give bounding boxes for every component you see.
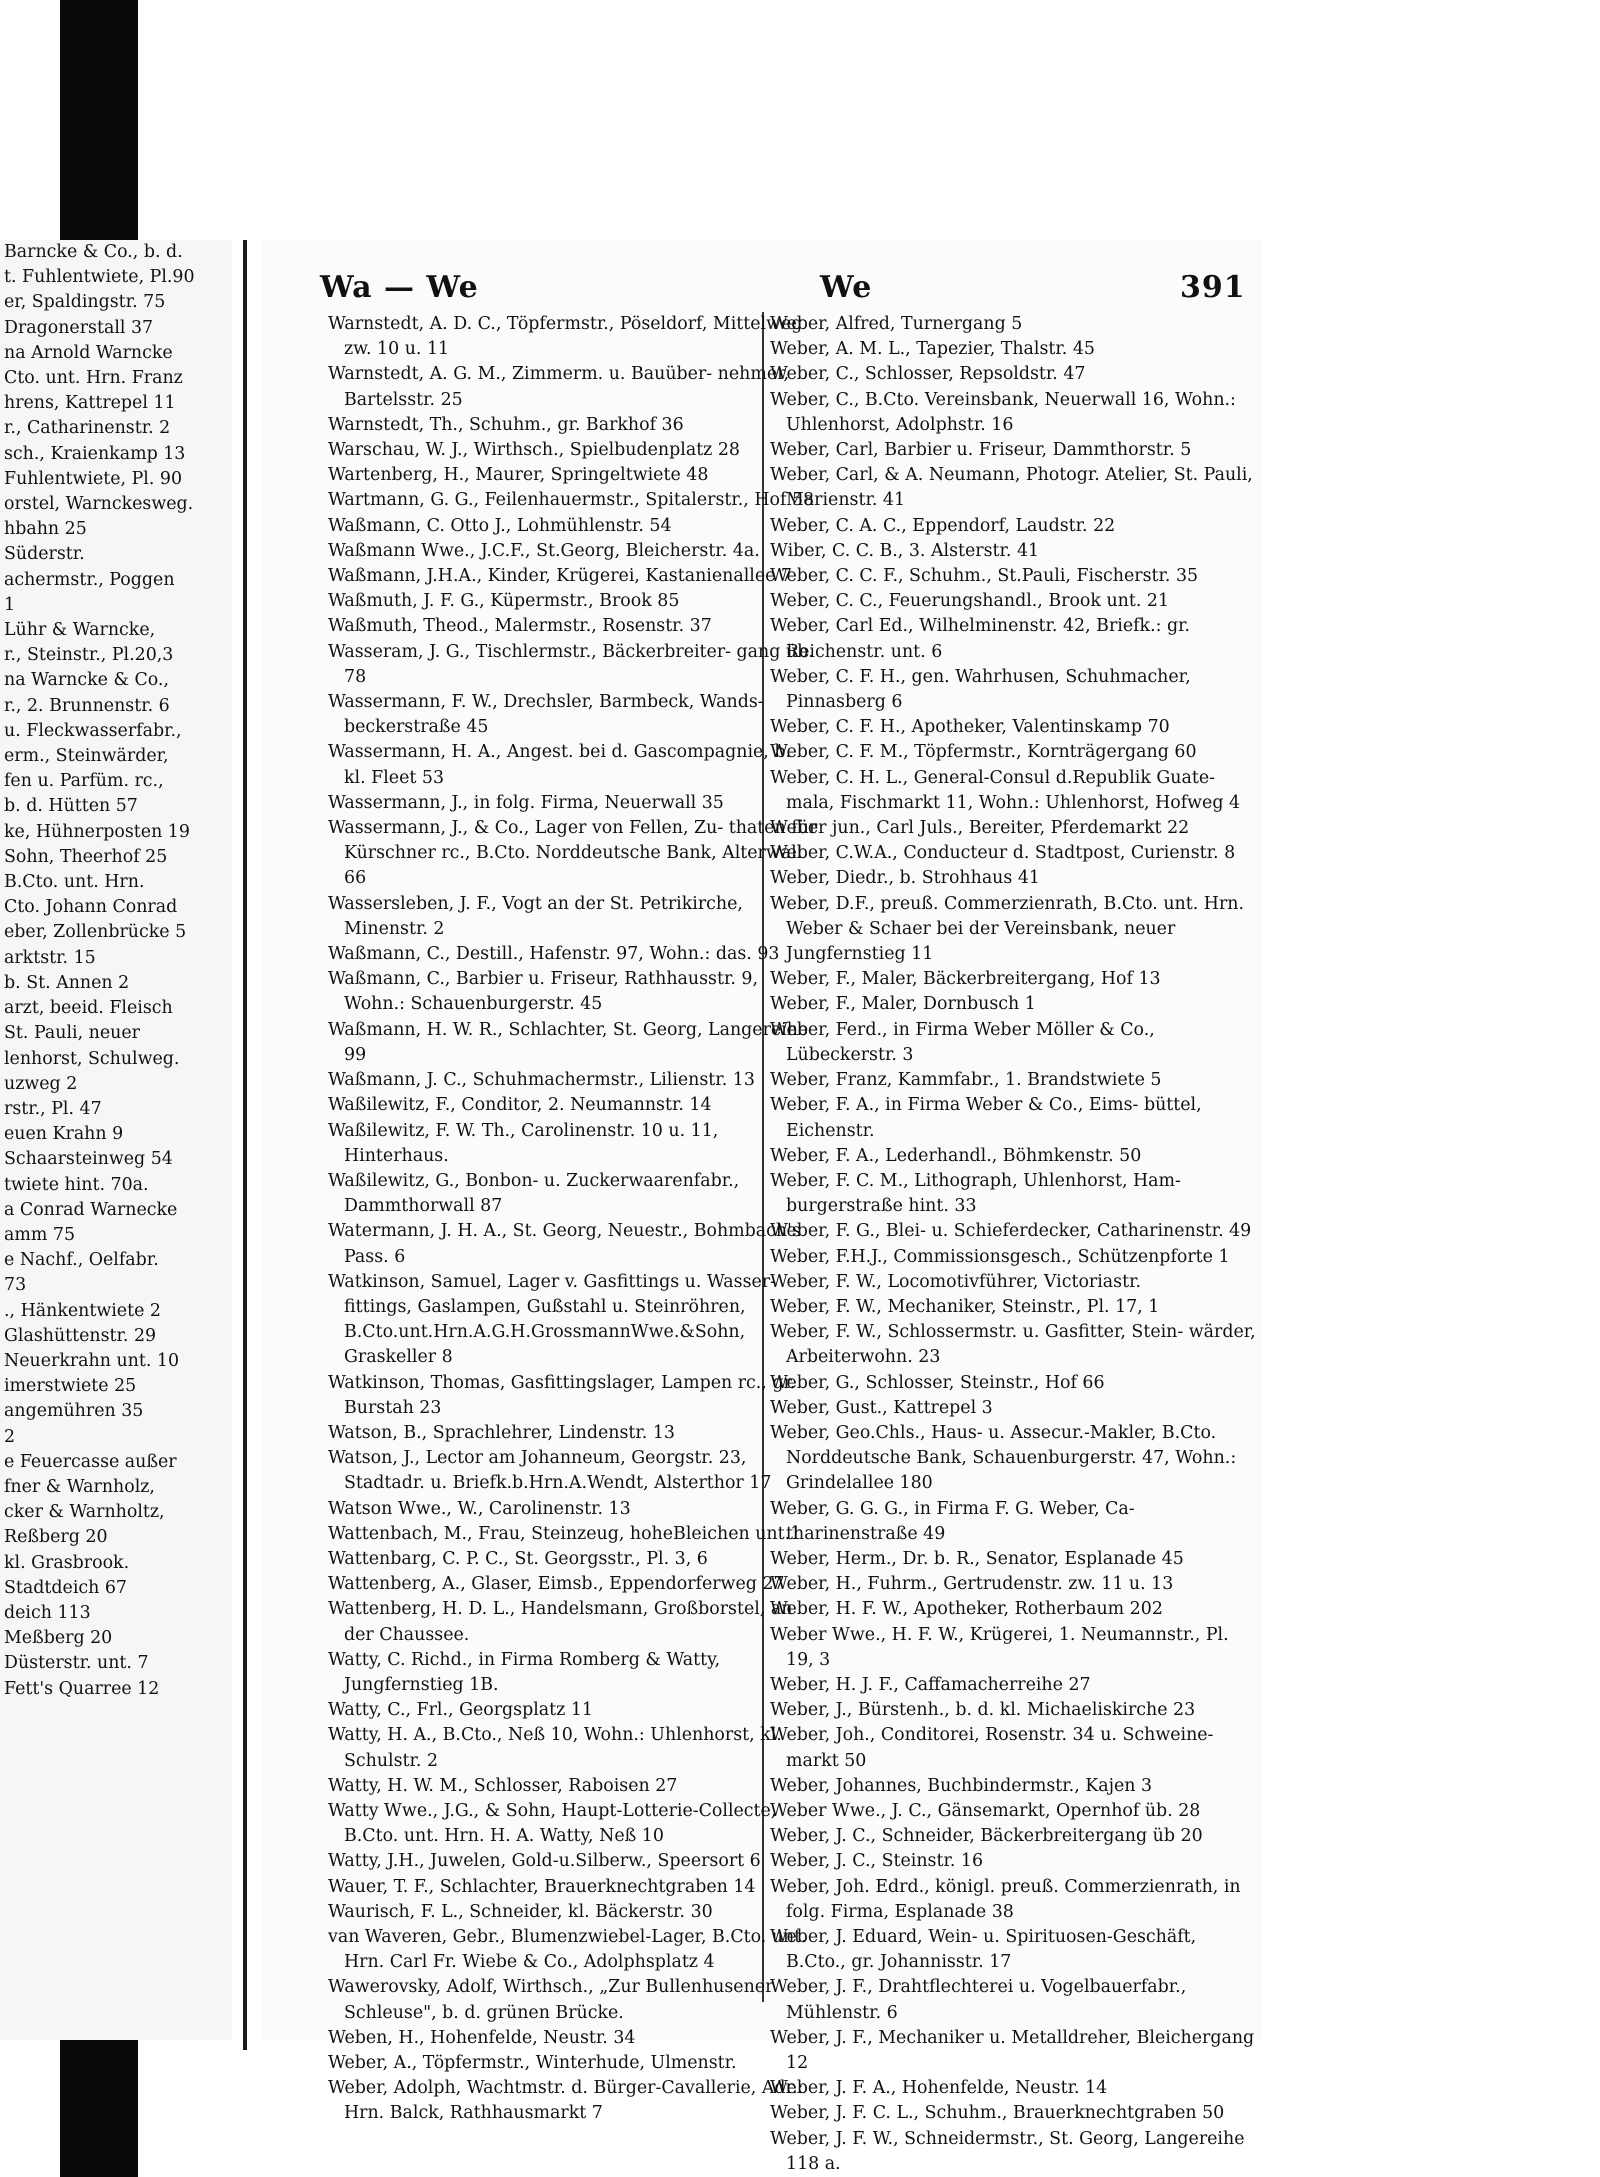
directory-entry: Weber, J. F. A., Hohenfelde, Neustr. 14 [770,2078,1108,2099]
directory-entry: Watty, C. Richd., in Firma Romberg & Watty, Jungfernstieg 1B. [328,1649,721,1695]
fragment-line: Lühr & Warncke, [4,620,156,641]
directory-entry: Weber, G., Schlosser, Steinstr., Hof 66 [770,1372,1105,1393]
fragment-line: angemühren 35 [4,1401,144,1422]
fragment-line: Glashüttenstr. 29 [4,1325,157,1346]
directory-entry: Waßmuth, J. F. G., Küpermstr., Brook 85 [328,591,680,612]
fragment-line: arzt, beeid. Fleisch [4,998,173,1019]
fragment-line: na Warncke & Co., [4,670,169,691]
directory-entry: Watson, J., Lector am Johanneum, Georgstr. 23, Stadtadr. u. Briefk.b.Hrn.A.Wendt, Alsterthor 17 [328,1448,772,1494]
directory-entry: Waßmann, J. C., Schuhmachermstr., Lilienstr. 13 [328,1070,755,1091]
directory-entry: Waßmann, C., Barbier u. Friseur, Rathhausstr. 9, Wohn.: Schauenburgerstr. 45 [328,969,758,1015]
fragment-line: e Nachf., Oelfabr. [4,1250,159,1271]
fragment-line: deich 113 [4,1602,91,1623]
directory-entry: Weber, J., Bürstenh., b. d. kl. Michaeliskirche 23 [770,1700,1196,1721]
directory-entry: Weber, F. W., Schlossermstr. u. Gasfitter, Stein- wärder, Arbeiterwohn. 23 [770,1322,1256,1368]
directory-entry: Weben, H., Hohenfelde, Neustr. 34 [328,2027,636,2048]
fragment-line: Süderstr. [4,544,85,565]
directory-entry: Watkinson, Samuel, Lager v. Gasfittings u. Wasser- fittings, Gaslampen, Gußstahl u. Steinröhren, B.Cto.unt.Hrn.A.G.H.GrossmannWwe.&Sohn, Graskeller 8 [328,1271,776,1368]
directory-entry: Weber, Carl, & A. Neumann, Photogr. Atelier, St. Pauli, Marienstr. 41 [770,465,1253,511]
directory-entry: Wattenberg, H. D. L., Handelsmann, Großborstel, an der Chaussee. [328,1599,793,1645]
directory-entry: Weber, Johannes, Buchbindermstr., Kajen 3 [770,1775,1153,1796]
directory-entry: Weber, A. M. L., Tapezier, Thalstr. 45 [770,339,1095,360]
directory-entry: Weber jun., Carl Juls., Bereiter, Pferdemarkt 22 [770,818,1190,839]
directory-entry: Weber, F. G., Blei- u. Schieferdecker, Catharinenstr. 49 [770,1221,1252,1242]
fragment-line: euen Krahn 9 [4,1124,124,1145]
fragment-line: r., 2. Brunnenstr. 6 [4,695,170,716]
directory-entry: Watkinson, Thomas, Gasfittingslager, Lampen rc., gr. Burstah 23 [328,1372,796,1418]
directory-entry: Weber, F. A., Lederhandl., Böhmkenstr. 50 [770,1145,1142,1166]
directory-entry: Wartmann, G. G., Feilenhauermstr., Spitalerstr., Hof 58 [328,490,815,511]
directory-entry: Waßmann, C. Otto J., Lohmühlenstr. 54 [328,515,672,536]
directory-entry: van Waveren, Gebr., Blumenzwiebel-Lager, B.Cto. unt. Hrn. Carl Fr. Wiebe & Co., Adolphsplatz 4 [328,1927,807,1973]
directory-entry: Weber, J. C., Steinstr. 16 [770,1851,984,1872]
directory-entry: Weber, F.H.J., Commissionsgesch., Schützenpforte 1 [770,1246,1230,1267]
directory-page [262,240,1262,2174]
directory-entry: Waßmann, C., Destill., Hafenstr. 97, Wohn.: das. 93 [328,944,780,965]
directory-entry: Weber, C. H. L., General-Consul d.Republik Guate- mala, Fischmarkt 11, Wohn.: Uhlenhorst, Hofweg 4 [770,767,1241,813]
directory-entry: Watty, C., Frl., Georgsplatz 11 [328,1700,593,1721]
directory-entry: Weber, Geo.Chls., Haus- u. Assecur.-Makler, B.Cto. Norddeutsche Bank, Schauenburgerstr. 47, Wohn.: Grindelallee 180 [770,1422,1237,1494]
fragment-line: 73 [4,1275,27,1296]
fragment-line: Dragonerstall 37 [4,317,154,338]
directory-entry: Wattenberg, A., Glaser, Eimsb., Eppendorferweg 27 [328,1574,785,1595]
fragment-line: Cto. Johann Conrad [4,897,178,918]
directory-entry: Wartenberg, H., Maurer, Springeltwiete 48 [328,465,709,486]
entries-column-right [770,312,1260,2177]
directory-entry: Weber, J. F. W., Schneidermstr., St. Georg, Langereihe 118 a. [770,2128,1245,2174]
directory-entry: Weber, Joh., Conditorei, Rosenstr. 34 u. Schweine- markt 50 [770,1725,1214,1771]
directory-entry: Weber, J. F., Drahtflechterei u. Vogelbauerfabr., Mühlenstr. 6 [770,1977,1187,2023]
directory-entry: Weber, Ferd., in Firma Weber Möller & Co., Lübeckerstr. 3 [770,1019,1155,1065]
fragment-line: amm 75 [4,1224,76,1245]
fragment-line: Sohn, Theerhof 25 [4,846,168,867]
directory-entry: Watson, B., Sprachlehrer, Lindenstr. 13 [328,1422,675,1443]
fragment-line: Reßberg 20 [4,1527,108,1548]
directory-entry: Watty, H. A., B.Cto., Neß 10, Wohn.: Uhlenhorst, kl. Schulstr. 2 [328,1725,782,1771]
page-number: 391 [1180,270,1246,305]
running-head [320,270,1270,310]
directory-entry: Weber, F., Maler, Dornbusch 1 [770,994,1036,1015]
directory-entry: Weber, Gust., Kattrepel 3 [770,1397,993,1418]
entries-column-left [328,312,818,2127]
directory-entry: Warnstedt, A. G. M., Zimmerm. u. Bauüber- nehmer, Bartelsstr. 25 [328,364,790,410]
left-running-head: Wa — We [320,270,479,305]
fragment-line: na Arnold Warncke [4,342,173,363]
directory-entry: Waßilewitz, F., Conditor, 2. Neumannstr. 14 [328,1095,712,1116]
fragment-line: Cto. unt. Hrn. Franz [4,368,183,389]
fragment-line: orstel, Warnckesweg. [4,494,194,515]
directory-entry: Warschau, W. J., Wirthsch., Spielbudenplatz 28 [328,440,740,461]
directory-entry: Weber, J. C., Schneider, Bäckerbreitergang üb 20 [770,1826,1203,1847]
fragment-line: ., Hänkentwiete 2 [4,1300,161,1321]
fragment-line: Neuerkrahn unt. 10 [4,1350,180,1371]
directory-entry: Waßmuth, Theod., Malermstr., Rosenstr. 37 [328,616,712,637]
directory-entry: Wassersleben, J. F., Vogt an der St. Petrikirche, Minenstr. 2 [328,893,743,939]
directory-entry: Weber, J. Eduard, Wein- u. Spirituosen-Geschäft, B.Cto., gr. Johannisstr. 17 [770,1927,1197,1973]
fragment-line: Meßberg 20 [4,1628,113,1649]
fragment-line: eber, Zollenbrücke 5 [4,922,187,943]
directory-entry: Weber, F. C. M., Lithograph, Uhlenhorst, Ham- burgerstraße hint. 33 [770,1170,1181,1217]
directory-entry: Weber, F. A., in Firma Weber & Co., Eims- büttel, Eichenstr. [770,1095,1202,1141]
directory-entry: Weber, Diedr., b. Strohhaus 41 [770,868,1040,889]
directory-entry: Weber, Carl Ed., Wilhelminenstr. 42, Briefk.: gr. Reichenstr. unt. 6 [770,616,1191,662]
directory-entry: Watty, H. W. M., Schlosser, Raboisen 27 [328,1775,678,1796]
directory-entry: Wassermann, H. A., Angest. bei d. Gascompagnie, b. kl. Fleet 53 [328,742,792,788]
directory-entry: Wawerovsky, Adolf, Wirthsch., „Zur Bullenhusener Schleuse", b. d. grünen Brücke. [328,1977,774,2023]
fragment-line: t. Fuhlentwiete, Pl.90 [4,267,195,288]
directory-entry: Weber Wwe., H. F. W., Krügerei, 1. Neumannstr., Pl. 19, 3 [770,1624,1229,1670]
fragment-line: Schaarsteinweg 54 [4,1149,173,1170]
fragment-line: Düsterstr. unt. 7 [4,1653,149,1674]
fragment-line: 1 [4,594,16,615]
directory-entry: Weber, C. A. C., Eppendorf, Laudstr. 22 [770,515,1116,536]
directory-entry: Wattenbach, M., Frau, Steinzeug, hoheBleichen unt.1 [328,1523,802,1544]
directory-entry: Wassermann, J., & Co., Lager von Fellen, Zu- thaten für Kürschner rc., B.Cto. Norddeutsche Bank, Alterwall 66 [328,818,818,889]
directory-entry: Weber, C. F. M., Töpfermstr., Kornträgergang 60 [770,742,1197,763]
directory-entry: Wiber, C. C. B., 3. Alsterstr. 41 [770,540,1040,561]
fragment-line: r., Catharinenstr. 2 [4,418,171,439]
fragment-line: Stadtdeich 67 [4,1577,127,1598]
directory-entry: Warnstedt, Th., Schuhm., gr. Barkhof 36 [328,414,684,435]
fragment-line: Fuhlentwiete, Pl. 90 [4,468,183,489]
directory-entry: Weber, Alfred, Turnergang 5 [770,314,1023,334]
page-gutter [243,240,247,2050]
fragment-line: twiete hint. 70a. [4,1174,149,1195]
directory-entry: Watson Wwe., W., Carolinenstr. 13 [328,1498,631,1519]
fragment-line: rstr., Pl. 47 [4,1098,102,1119]
directory-entry: Weber, C. F. H., gen. Wahrhusen, Schuhmacher, Pinnasberg 6 [770,666,1191,713]
fragment-line: fner & Warnholz, [4,1476,155,1497]
directory-entry: Wattenbarg, C. P. C., St. Georgsstr., Pl. 3, 6 [328,1548,708,1569]
directory-entry: Weber, D.F., preuß. Commerzienrath, B.Cto. unt. Hrn. Weber & Schaer bei der Vereinsbank, neuer Jungfernstieg 11 [770,893,1245,965]
fragment-line: a Conrad Warnecke [4,1199,178,1220]
fragment-line: achermstr., Poggen [4,569,175,590]
directory-entry: Waurisch, F. L., Schneider, kl. Bäckerstr. 30 [328,1901,713,1922]
fragment-line: hrens, Kattrepel 11 [4,393,176,414]
directory-entry: Weber, C., Schlosser, Repsoldstr. 47 [770,364,1086,385]
fragment-line: arktstr. 15 [4,947,96,968]
directory-entry: Wassermann, F. W., Drechsler, Barmbeck, Wands- beckerstraße 45 [328,692,764,738]
fragment-line: ke, Hühnerposten 19 [4,821,190,842]
fragment-line: er, Spaldingstr. 75 [4,292,166,313]
directory-entry: Weber, H. J. F., Caffamacherreihe 27 [770,1674,1091,1695]
fragment-line: B.Cto. unt. Hrn. [4,872,145,893]
directory-entry: Waßilewitz, G., Bonbon- u. Zuckerwaarenfabr., Dammthorwall 87 [328,1170,740,1217]
fragment-line: St. Pauli, neuer [4,1023,140,1044]
fragment-line: cker & Warnholtz, [4,1502,165,1523]
directory-entry: Weber, Carl, Barbier u. Friseur, Dammthorstr. 5 [770,440,1192,461]
fragment-line: Barncke & Co., b. d. [4,242,183,262]
directory-entry: Waßmann, H. W. R., Schlachter, St. Georg, Langereihe 99 [328,1019,809,1065]
fragment-line: b. St. Annen 2 [4,972,130,993]
directory-entry: Weber, H. F. W., Apotheker, Rotherbaum 202 [770,1599,1163,1620]
fragment-line: hbahn 25 [4,519,87,540]
fragment-line: sch., Kraienkamp 13 [4,443,186,464]
fragment-line: b. d. Hütten 57 [4,796,138,817]
right-running-head: We [820,270,873,305]
previous-page-fragment [0,240,232,2040]
directory-entry: Weber, Adolph, Wachtmstr. d. Bürger-Cavallerie, Adr.: Hrn. Balck, Rathhausmarkt 7 [328,2078,804,2124]
directory-entry: Waßilewitz, F. W. Th., Carolinenstr. 10 u. 11, Hinterhaus. [328,1120,719,1166]
directory-entry: Waßmann, J.H.A., Kinder, Krügerei, Kastanienallee 7 [328,566,792,587]
directory-entry: Watty, J.H., Juwelen, Gold-u.Silberw., Speersort 6 [328,1851,761,1872]
fragment-line: 2 [4,1426,16,1447]
directory-entry: Wasseram, J. G., Tischlermstr., Bäckerbreiter- gang üb. 78 [328,641,814,687]
directory-entry: Weber, C. C., Feuerungshandl., Brook unt. 21 [770,591,1170,612]
directory-entry: Weber, F. W., Mechaniker, Steinstr., Pl. 17, 1 [770,1296,1160,1317]
fragment-line: e Feuercasse außer [4,1451,177,1472]
directory-entry: Weber, C., B.Cto. Vereinsbank, Neuerwall 16, Wohn.: Uhlenhorst, Adolphstr. 16 [770,389,1236,435]
fragment-line: imerstwiete 25 [4,1376,137,1397]
directory-entry: Watermann, J. H. A., St. Georg, Neuestr., Bohmbach's Pass. 6 [328,1221,801,1267]
fragment-line: fen u. Parfüm. rc., [4,771,164,792]
directory-entry: Weber, C. C. F., Schuhm., St.Pauli, Fischerstr. 35 [770,566,1199,587]
directory-entry: Weber, J. F. C. L., Schuhm., Brauerknechtgraben 50 [770,2103,1225,2124]
directory-entry: Weber, J. F., Mechaniker u. Metalldreher, Bleichergang 12 [770,2027,1255,2074]
directory-entry: Watty Wwe., J.G., & Sohn, Haupt-Lotterie-Collecte, B.Cto. unt. Hrn. H. A. Watty, Neß 10 [328,1800,777,1847]
directory-entry: Weber, G. G. G., in Firma F. G. Weber, Ca- tharinenstraße 49 [770,1498,1135,1544]
directory-entry: Wauer, T. F., Schlachter, Brauerknechtgraben 14 [328,1876,756,1897]
directory-entry: Weber, Joh. Edrd., königl. preuß. Commerzienrath, in folg. Firma, Esplanade 38 [770,1876,1241,1922]
fragment-line: erm., Steinwärder, [4,746,169,767]
directory-entry: Weber, H., Fuhrm., Gertrudenstr. zw. 11 u. 13 [770,1574,1174,1595]
fragment-line: lenhorst, Schulweg. [4,1048,180,1069]
directory-entry: Weber, F. W., Locomotivführer, Victoriastr. [770,1271,1142,1292]
directory-entry: Weber, F., Maler, Bäckerbreitergang, Hof 13 [770,969,1161,990]
directory-entry: Wassermann, J., in folg. Firma, Neuerwall 35 [328,792,724,813]
directory-entry: Weber, Herm., Dr. b. R., Senator, Esplanade 45 [770,1548,1184,1569]
directory-entry: Weber, A., Töpfermstr., Winterhude, Ulmenstr. [328,2053,737,2074]
fragment-line: kl. Grasbrook. [4,1552,130,1573]
fragment-line: r., Steinstr., Pl.20,3 [4,645,174,666]
fragment-line: u. Fleckwasserfabr., [4,720,182,741]
directory-entry: Weber Wwe., J. C., Gänsemarkt, Opernhof üb. 28 [770,1800,1201,1821]
fragment-line: Fett's Quarree 12 [4,1678,160,1699]
directory-entry: Weber, C. F. H., Apotheker, Valentinskamp 70 [770,717,1170,738]
directory-entry: Weber, Franz, Kammfabr., 1. Brandstwiete 5 [770,1070,1162,1091]
directory-entry: Warnstedt, A. D. C., Töpfermstr., Pöseldorf, Mittelweg zw. 10 u. 11 [328,314,803,360]
directory-entry: Weber, C.W.A., Conducteur d. Stadtpost, Curienstr. 8 [770,843,1236,864]
fragment-line: uzweg 2 [4,1073,78,1094]
directory-entry: Waßmann Wwe., J.C.F., St.Georg, Bleicherstr. 4a. [328,540,760,561]
